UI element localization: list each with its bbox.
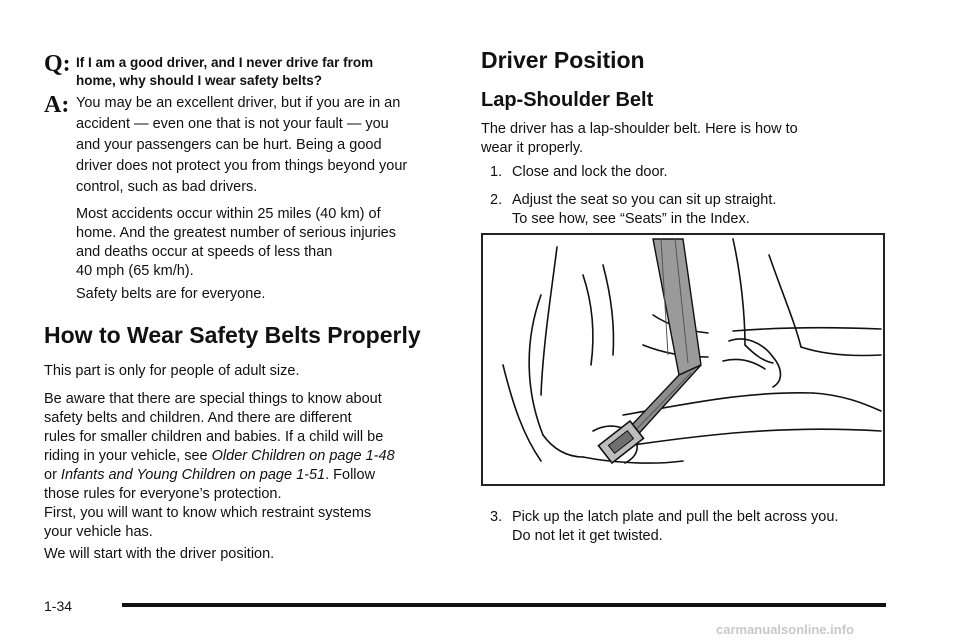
answer-line: and your passengers can be hurt. Being a good <box>76 137 382 153</box>
driver-intro <box>481 120 911 158</box>
question-line: home, why should I wear safety belts? <box>76 73 323 88</box>
driver-position-heading: Driver Position <box>481 47 645 73</box>
step-1 <box>490 163 668 182</box>
answer-mark-label: A: <box>44 92 70 118</box>
text-line: safety belts and children. And there are different <box>44 410 352 426</box>
text-line <box>44 466 454 485</box>
step-number: 1. <box>490 164 503 180</box>
text-line: home. And the greatest number of serious injuries <box>76 225 396 241</box>
text-line: and deaths occur at speeds of less than <box>76 244 333 260</box>
answer-paragraph-2 <box>76 205 461 281</box>
answer-text <box>76 93 461 198</box>
text-line: Most accidents occur within 25 miles (40 km) of <box>76 206 381 222</box>
how-to-paragraph-3 <box>44 504 371 542</box>
footer-rule <box>122 603 886 607</box>
text-fragment: . Follow <box>325 467 376 483</box>
lap-shoulder-belt-heading: Lap-Shoulder Belt <box>481 89 654 111</box>
step-text: To see how, see “Seats” in the Index. <box>512 211 750 227</box>
text-line <box>44 447 454 466</box>
how-to-paragraph-2 <box>44 390 454 504</box>
step-2 <box>490 191 920 229</box>
answer-line: control, such as bad drivers. <box>76 179 258 195</box>
infants-reference[interactable]: Infants and Young Children on page 1-51 <box>60 467 326 483</box>
text-line: those rules for everyone’s protection. <box>44 486 282 502</box>
step-3 <box>490 508 920 546</box>
illustration-svg <box>483 235 883 484</box>
page-number: 1-34 <box>44 598 73 614</box>
torso-outline <box>541 247 557 395</box>
question-mark-label: Q: <box>44 51 71 77</box>
answer-line: driver does not protect you from things beyond your <box>76 158 408 174</box>
step-text: Adjust the seat so you can sit up straight. <box>512 192 777 208</box>
arm-outline <box>733 239 745 345</box>
question-line: If I am a good driver, and I never drive far from <box>76 55 374 70</box>
how-to-paragraph-4: We will start with the driver position. <box>44 546 275 562</box>
text-line: wear it properly. <box>481 140 584 156</box>
section-heading: How to Wear Safety Belts Properly <box>44 322 421 348</box>
how-to-paragraph-1: This part is only for people of adult size. <box>44 363 300 379</box>
watermark: carmanualsonline.info <box>716 622 854 637</box>
text-fragment: riding in your vehicle, see <box>44 448 212 464</box>
step-number: 3. <box>490 509 503 525</box>
answer-paragraph-3: Safety belts are for everyone. <box>76 286 266 302</box>
older-children-reference[interactable]: Older Children on page 1-48 <box>211 448 395 464</box>
text-line: First, you will want to know which restraint systems <box>44 505 372 521</box>
answer-line: You may be an excellent driver, but if you are in an <box>76 95 401 111</box>
text-line: Be aware that there are special things to know about <box>44 391 382 407</box>
answer-line: accident — even one that is not your fault — you <box>76 116 389 132</box>
text-fragment: or <box>44 467 61 483</box>
belt-illustration <box>481 233 885 486</box>
question-text <box>76 54 456 90</box>
text-line: 40 mph (65 km/h). <box>76 263 194 279</box>
text-line: your vehicle has. <box>44 524 153 540</box>
text-line: rules for smaller children and babies. If a child will be <box>44 429 384 445</box>
step-number: 2. <box>490 192 503 208</box>
step-text: Pick up the latch plate and pull the belt across you. <box>512 509 839 525</box>
text-line: The driver has a lap-shoulder belt. Here is how to <box>481 121 798 137</box>
step-text: Do not let it get twisted. <box>512 528 663 544</box>
step-text: Close and lock the door. <box>512 164 668 180</box>
